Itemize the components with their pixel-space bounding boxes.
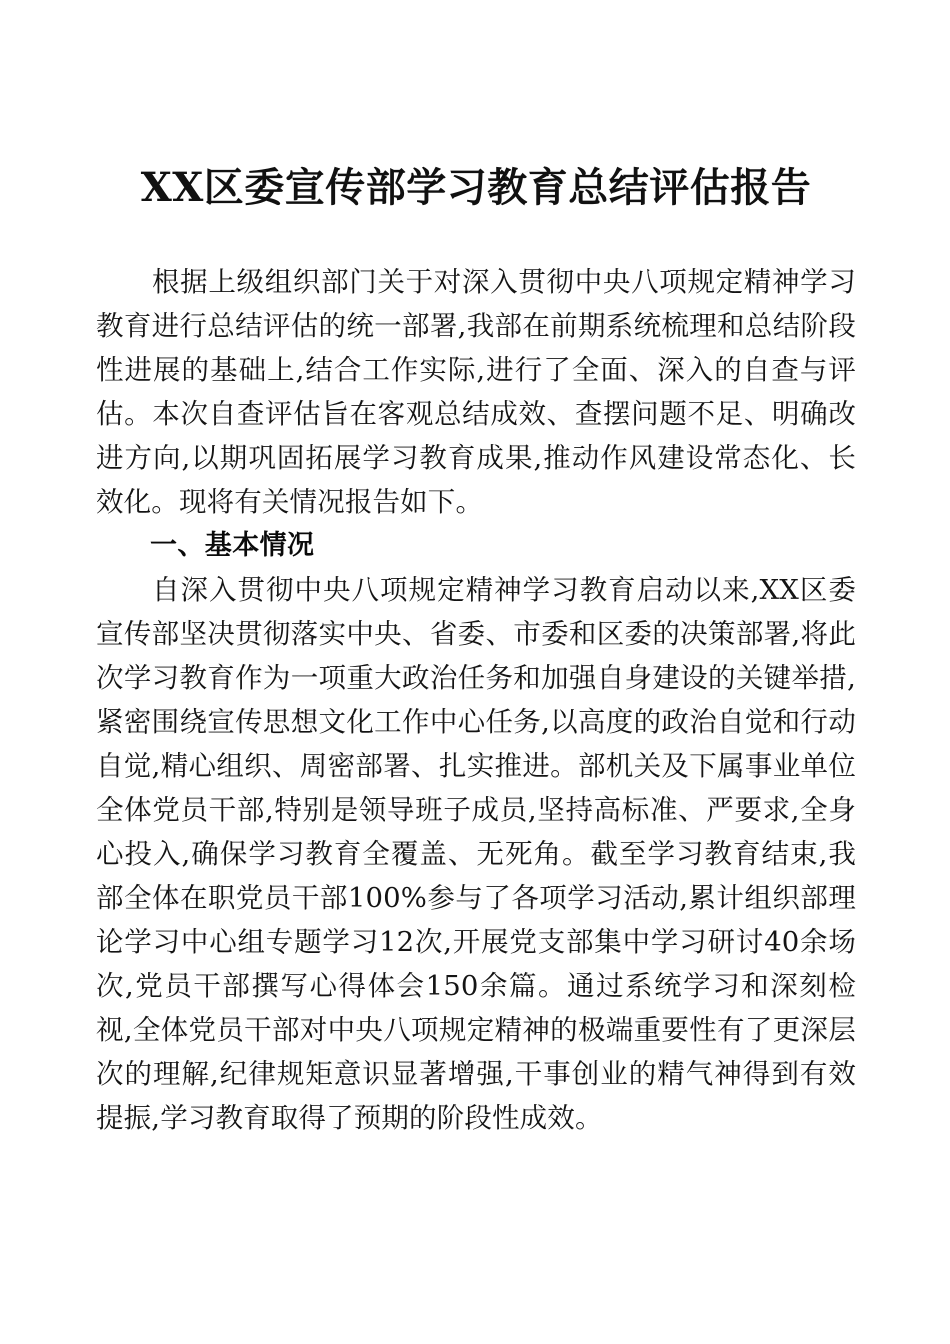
page-content-area [96,0,856,1140]
intro-paragraph: 根据上级组织部门关于对深入贯彻中央八项规定精神学习教育进行总结评估的统一部署,我部在前期系统梳理和总结阶段性进展的基础上,结合工作实际,进行了全面、深入的自查与评估。本次自查评估旨在客观总结成效、查摆问题不足、明确改进方向,以期巩固拓展学习教育成果,推动作风建设常态化、长效化。现将有关情况报告如下。 [96,266,856,518]
section-body-paragraph: 自深入贯彻中央八项规定精神学习教育启动以来,XX区委宣传部坚决贯彻落实中央、省委、市委和区委的决策部署,将此次学习教育作为一项重大政治任务和加强自身建设的关键举措,紧密围绕宣传思想文化工作中心任务,以高度的政治自觉和行动自觉,精心组织、周密部署、扎实推进。部机关及下属事业单位全体党员干部,特别是领导班子成员,坚持高标准、严要求,全身心投入,确保学习教育全覆盖、无死角。截至学习教育结束,我部全体在职党员干部100%参与了各项学习活动,累计组织部理论学习中心组专题学习12次,开展党支部集中学习研讨40余场次,党员干部撰写心得体会150余篇。通过系统学习和深刻检视,全体党员干部对中央八项规定精神的极端重要性有了更深层次的理解,纪律规矩意识显著增强,干事创业的精气神得到有效提振,学习教育取得了预期的阶段性成效。 [96,574,856,1134]
page-title: XX区委宣传部学习教育总结评估报告 [140,164,812,211]
title-spacer [96,213,856,260]
section-heading-basic-situation: 一、基本情况 [150,530,315,561]
